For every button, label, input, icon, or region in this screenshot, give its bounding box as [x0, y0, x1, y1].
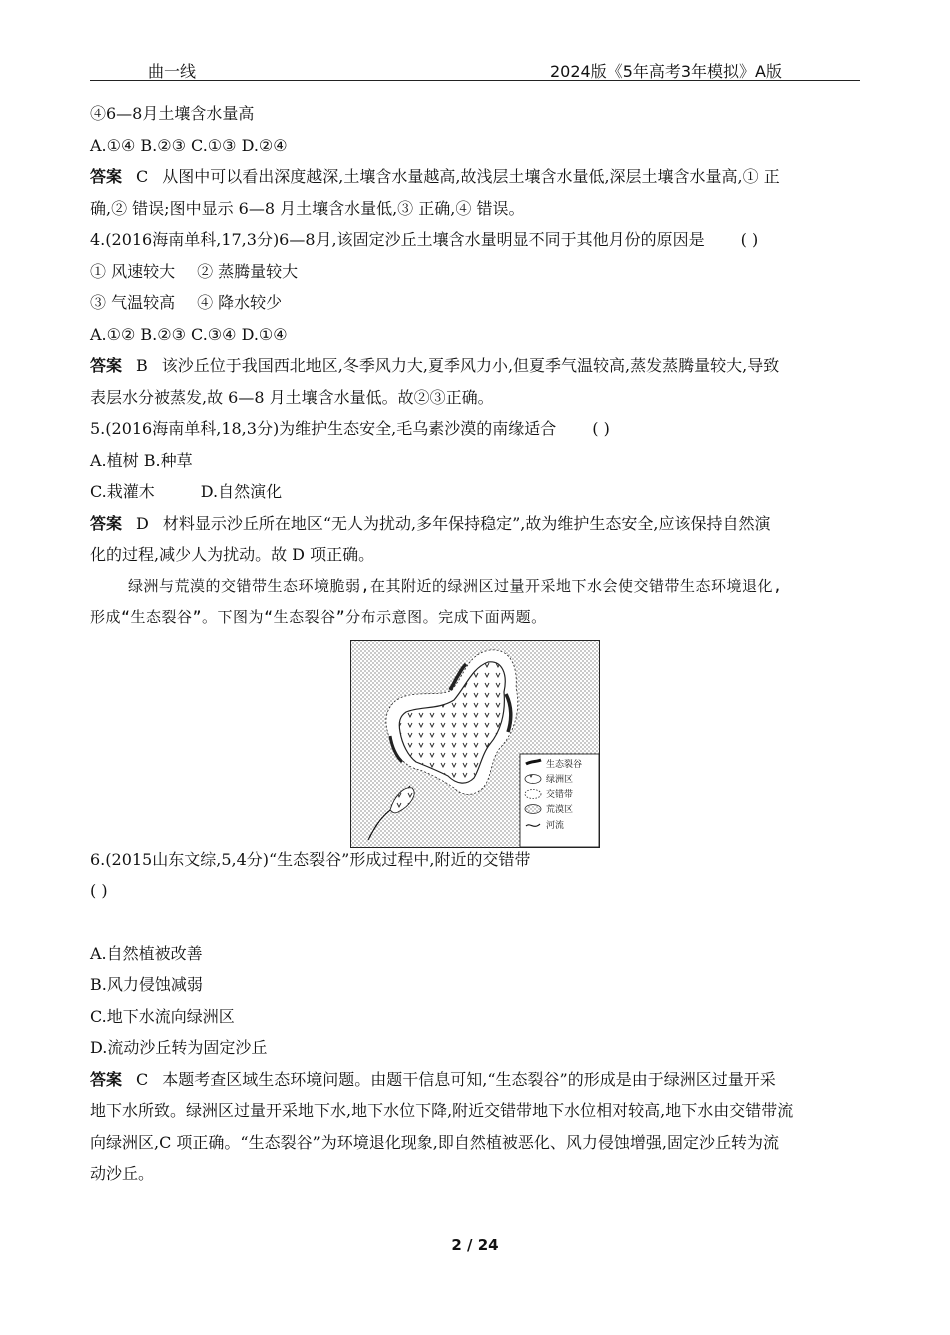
header-book-title: 2024版《5年高考3年模拟》A版: [549, 62, 782, 81]
option: C.栽灌木: [90, 482, 155, 501]
question-6-option-b: B.风力侵蚀减弱: [90, 975, 203, 994]
answer-6-cont-3: 动沙丘。: [90, 1164, 155, 1183]
legend-oasis-symbol: [525, 775, 541, 784]
question-6: 6.(2015山东文综,5,4分)“生态裂谷”形成过程中,附近的交错带: [90, 849, 531, 869]
option: ② 蒸腾量较大: [197, 261, 299, 281]
question-6-option-c: C.地下水流向绿洲区: [90, 1006, 235, 1026]
answer-6-cont-1: 地下水所致。绿洲区过量开采地下水,地下水位下降,附近交错带地下水位相对较高,地下水由交错带流: [90, 1101, 794, 1120]
ecological-rift-map: [350, 640, 600, 848]
question-4-options-1: [90, 256, 860, 288]
question-6-option-a: A.自然植被改善: [90, 943, 203, 963]
page-number: 2 / 24: [451, 1236, 499, 1254]
legend-desert-label: 荒漠区: [546, 805, 574, 815]
answer-5: [90, 508, 860, 540]
option: ① 风速较大: [90, 261, 176, 281]
question-4-options-2: [90, 287, 860, 319]
answer-3-cont: 确,② 错误;图中显示 6—8 月土壤含水量低,③ 正确,④ 错误。: [90, 198, 525, 218]
legend-desert-symbol: [525, 805, 541, 814]
answer-6: [90, 1064, 860, 1096]
answer-label: 答案: [90, 1069, 123, 1089]
option: ③ 气温较高: [90, 293, 176, 312]
choices-line: A.①④ B.②③ C.①③ D.②④: [90, 135, 288, 155]
legend-rift-label: 生态裂谷: [546, 760, 583, 770]
answer-choice: D: [136, 513, 149, 533]
question-text: 4.(2016海南单科,17,3分)6—8月,该固定沙丘土壤含水量明显不同于其他月份的原因是: [90, 230, 705, 249]
material-line-2: 形成“生态裂谷”。下图为“生态裂谷”分布示意图。完成下面两题。: [90, 608, 547, 626]
header-brand: 曲一线: [148, 62, 197, 81]
material-line-1: 绿洲与荒漠的交错带生态环境脆弱,在其附近的绿洲区过量开采地下水会使交错带生态环境退化,: [128, 576, 783, 595]
question-4: [90, 224, 860, 256]
answer-6-cont-2: 向绿洲区,C 项正确。“生态裂谷”为环境退化现象,即自然植被恶化、风力侵蚀增强,固定沙丘转为流: [90, 1132, 779, 1152]
question-text: 5.(2016海南单科,18,3分)为维护生态安全,毛乌素沙漠的南缘适合: [90, 419, 557, 438]
answer-choice: C: [136, 167, 149, 186]
answer-label: 答案: [90, 513, 123, 533]
question-5: [90, 413, 860, 445]
answer-choice: C: [136, 1069, 149, 1089]
answer-text: 本题考查区域生态环境问题。由题干信息可知,“生态裂谷”的形成是由于绿洲区过量开采: [162, 1069, 776, 1089]
answer-choice: B: [136, 356, 148, 375]
answer-label: 答案: [90, 167, 123, 186]
page-header: [90, 56, 860, 81]
option: ④ 降水较少: [197, 293, 283, 312]
legend-river-label: 河流: [546, 821, 565, 831]
answer-3: [90, 161, 860, 193]
legend-ecotone-label: 交错带: [546, 790, 574, 800]
answer-bracket: ( ): [740, 230, 759, 249]
question-4-choices: A.①② B.②③ C.③④ D.①④: [90, 324, 288, 344]
answer-text: 材料显示沙丘所在地区“无人为扰动,多年保持稳定”,故为维护生态安全,应该保持自然演: [162, 513, 771, 533]
legend-ecotone-symbol: [525, 790, 541, 799]
question-6-bracket: ( ): [90, 881, 108, 900]
answer-5-cont: 化的过程,减少人为扰动。故 D 项正确。: [90, 545, 375, 564]
answer-text: 从图中可以看出深度越深,土壤含水量越高,故浅层土壤含水量低,深层土壤含水量高,① 正: [162, 167, 780, 186]
legend-oasis-label: 绿洲区: [546, 775, 574, 785]
answer-bracket: ( ): [592, 419, 610, 438]
question-5-options-2: [90, 476, 860, 508]
answer-4-cont: 表层水分被蒸发,故 6—8 月土壤含水量低。故②③正确。: [90, 387, 494, 407]
option-line: ④6—8月土壤含水量高: [90, 104, 255, 123]
option: D.自然演化: [200, 482, 283, 501]
answer-text: 该沙丘位于我国西北地区,冬季风力大,夏季风力小,但夏季气温较高,蒸发蒸腾量较大,导致: [161, 356, 780, 375]
question-6-option-d: D.流动沙丘转为固定沙丘: [90, 1038, 268, 1057]
answer-label: 答案: [90, 356, 123, 375]
question-5-options-1: A.植树 B.种草: [90, 450, 193, 470]
answer-4: [90, 350, 860, 382]
